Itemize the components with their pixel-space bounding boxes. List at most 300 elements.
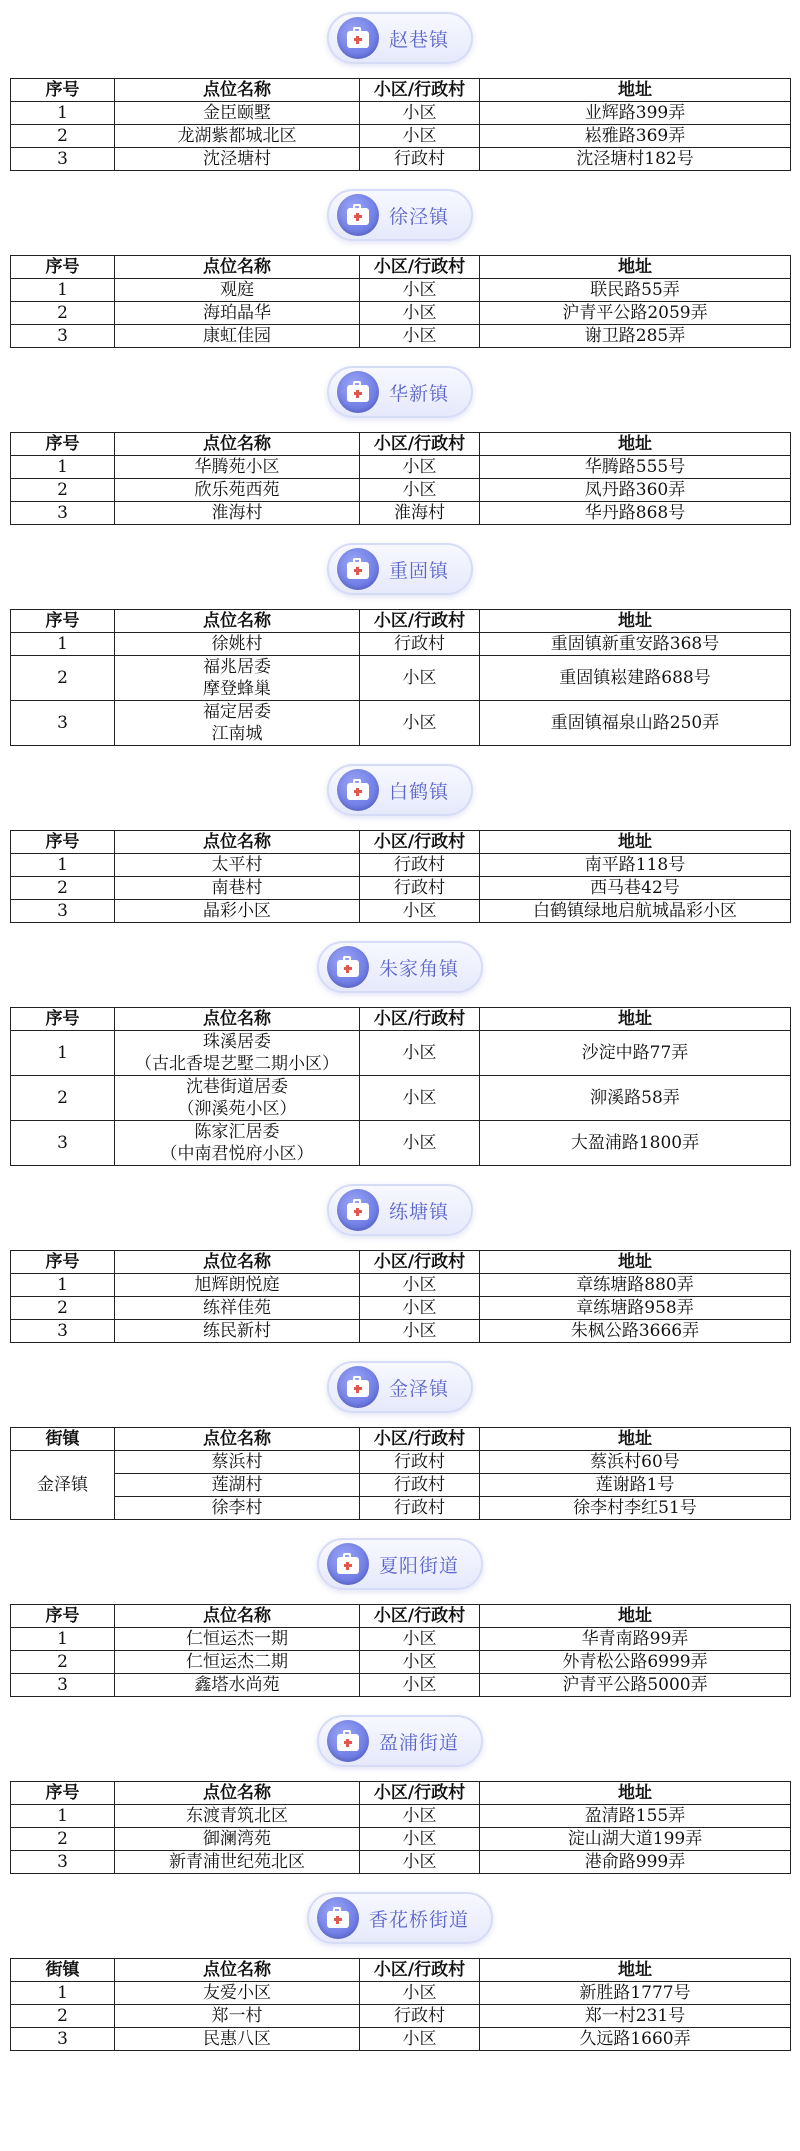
location-name-line: 南巷村	[211, 878, 263, 898]
table-row	[11, 877, 791, 900]
town-title: 香花桥街道	[368, 1908, 469, 1931]
town-section	[0, 541, 800, 762]
location-name-line: 淮海村	[211, 503, 263, 523]
section-gap	[0, 1874, 800, 1890]
location-name-line: 珠溪居委	[203, 1032, 271, 1052]
table-header-row	[11, 1782, 791, 1805]
town-badge	[327, 1361, 473, 1413]
column-header: 小区/行政村	[360, 831, 480, 854]
table-row	[11, 2005, 791, 2028]
column-header: 地址	[480, 831, 791, 854]
location-address: 华腾路555号	[480, 456, 791, 479]
location-name	[115, 1805, 360, 1828]
location-name-line: 沈泾塘村	[203, 149, 271, 169]
row-number: 1	[11, 102, 115, 125]
section-header	[0, 364, 800, 420]
location-address: 新胜路1777号	[480, 1982, 791, 2005]
row-number: 2	[11, 479, 115, 502]
table-row	[11, 1651, 791, 1674]
column-header: 地址	[480, 1428, 791, 1451]
location-name-line: 蔡浜村	[211, 1452, 263, 1472]
section-gap	[0, 1166, 800, 1182]
locations-table	[10, 78, 791, 171]
location-type: 小区	[360, 325, 480, 348]
town-badge	[317, 941, 483, 993]
medical-kit-icon	[337, 194, 379, 236]
row-number: 1	[11, 854, 115, 877]
location-type: 小区	[360, 656, 480, 701]
location-type: 行政村	[360, 148, 480, 171]
section-gap	[0, 923, 800, 939]
column-header: 地址	[480, 256, 791, 279]
locations-table	[10, 255, 791, 348]
location-address: 崧雅路369弄	[480, 125, 791, 148]
location-type: 小区	[360, 701, 480, 746]
medical-kit-icon	[337, 1189, 379, 1231]
location-name	[115, 148, 360, 171]
row-number: 3	[11, 1121, 115, 1166]
row-number: 3	[11, 1851, 115, 1874]
location-address: 沪青平公路5000弄	[480, 1674, 791, 1697]
location-address: 谢卫路285弄	[480, 325, 791, 348]
town-badge	[327, 366, 473, 418]
location-name	[115, 900, 360, 923]
location-type: 小区	[360, 125, 480, 148]
location-type: 小区	[360, 2028, 480, 2051]
medical-kit-icon	[327, 946, 369, 988]
location-name	[115, 1031, 360, 1076]
section-gap	[0, 1697, 800, 1713]
row-number: 2	[11, 656, 115, 701]
location-address: 联民路55弄	[480, 279, 791, 302]
section-header	[0, 1536, 800, 1592]
location-name-line: 沈巷街道居委	[186, 1077, 288, 1097]
locations-table	[10, 1604, 791, 1697]
column-header: 点位名称	[115, 1251, 360, 1274]
location-address: 大盈浦路1800弄	[480, 1121, 791, 1166]
town-title: 徐泾镇	[388, 205, 449, 228]
location-name-line: 徐李村	[211, 1498, 263, 1518]
table-row	[11, 1076, 791, 1121]
location-type: 小区	[360, 1628, 480, 1651]
location-type: 淮海村	[360, 502, 480, 525]
section-header	[0, 10, 800, 66]
location-name-line: 鑫塔水尚苑	[194, 1675, 280, 1695]
location-type: 小区	[360, 1805, 480, 1828]
table-row	[11, 1674, 791, 1697]
medical-kit-icon	[337, 371, 379, 413]
location-address: 盈清路155弄	[480, 1805, 791, 1828]
table-row	[11, 1982, 791, 2005]
row-number: 1	[11, 633, 115, 656]
location-type: 小区	[360, 1651, 480, 1674]
location-name-line: 练民新村	[203, 1321, 271, 1341]
location-name-line: 郑一村	[211, 2006, 263, 2026]
section-header	[0, 762, 800, 818]
location-address: 华丹路868号	[480, 502, 791, 525]
row-number: 1	[11, 1274, 115, 1297]
location-address: 白鹤镇绿地启航城晶彩小区	[480, 900, 791, 923]
location-type: 小区	[360, 1076, 480, 1121]
column-header: 小区/行政村	[360, 79, 480, 102]
table-row	[11, 1851, 791, 1874]
location-name	[115, 1651, 360, 1674]
column-header: 街镇	[11, 1959, 115, 1982]
location-name-line: 华腾苑小区	[194, 457, 280, 477]
column-header: 地址	[480, 1959, 791, 1982]
column-header: 点位名称	[115, 1008, 360, 1031]
town-section	[0, 1713, 800, 1890]
location-name-line: 友爱小区	[203, 1983, 271, 2003]
column-header: 点位名称	[115, 1782, 360, 1805]
location-type: 小区	[360, 479, 480, 502]
town-badge	[327, 189, 473, 241]
table-row	[11, 1031, 791, 1076]
section-header	[0, 541, 800, 597]
location-address: 泖溪路58弄	[480, 1076, 791, 1121]
table-row	[11, 302, 791, 325]
town-badge	[317, 1538, 483, 1590]
table-row	[11, 279, 791, 302]
location-address: 凤丹路360弄	[480, 479, 791, 502]
row-number: 3	[11, 2028, 115, 2051]
table-header-row	[11, 1251, 791, 1274]
medical-kit-icon	[327, 1720, 369, 1762]
column-header: 小区/行政村	[360, 1428, 480, 1451]
column-header: 小区/行政村	[360, 1605, 480, 1628]
table-header-row	[11, 1605, 791, 1628]
location-name	[115, 1674, 360, 1697]
column-header: 小区/行政村	[360, 610, 480, 633]
location-name	[115, 1451, 360, 1474]
medical-kit-icon	[337, 548, 379, 590]
location-name	[115, 877, 360, 900]
table-header-row	[11, 610, 791, 633]
table-row	[11, 1497, 791, 1520]
locations-table	[10, 1958, 791, 2051]
column-header: 地址	[480, 1605, 791, 1628]
row-number: 3	[11, 502, 115, 525]
town-title: 赵巷镇	[388, 28, 449, 51]
location-name-line: 仁恒运杰二期	[186, 1652, 288, 1672]
location-name-line: 晶彩小区	[203, 901, 271, 921]
location-name-line: 福定居委	[203, 702, 271, 722]
location-name	[115, 633, 360, 656]
location-address: 南平路118号	[480, 854, 791, 877]
town-cell: 金泽镇	[11, 1451, 115, 1520]
row-number: 1	[11, 1805, 115, 1828]
table-row	[11, 502, 791, 525]
town-badge	[327, 764, 473, 816]
section-gap	[0, 1343, 800, 1359]
column-header: 小区/行政村	[360, 433, 480, 456]
row-number: 2	[11, 877, 115, 900]
location-address: 沙淀中路77弄	[480, 1031, 791, 1076]
location-address: 淀山湖大道199弄	[480, 1828, 791, 1851]
table-header-row	[11, 433, 791, 456]
row-number: 2	[11, 1828, 115, 1851]
location-type: 小区	[360, 1851, 480, 1874]
location-name-line: 太平村	[211, 855, 263, 875]
location-type: 行政村	[360, 1497, 480, 1520]
table-row	[11, 656, 791, 701]
location-name-line: 摩登蜂巢	[203, 679, 271, 699]
section-header	[0, 1890, 800, 1946]
column-header: 点位名称	[115, 1959, 360, 1982]
town-section	[0, 187, 800, 364]
town-section	[0, 762, 800, 939]
location-name	[115, 102, 360, 125]
column-header: 点位名称	[115, 831, 360, 854]
table-row	[11, 2028, 791, 2051]
location-address: 西马巷42号	[480, 877, 791, 900]
row-number: 1	[11, 456, 115, 479]
row-number: 2	[11, 302, 115, 325]
column-header: 街镇	[11, 1428, 115, 1451]
location-address: 重固镇崧建路688号	[480, 656, 791, 701]
location-name	[115, 1474, 360, 1497]
location-type: 小区	[360, 102, 480, 125]
town-section	[0, 1182, 800, 1359]
column-header: 序号	[11, 256, 115, 279]
column-header: 小区/行政村	[360, 1251, 480, 1274]
location-address: 重固镇新重安路368号	[480, 633, 791, 656]
section-gap	[0, 746, 800, 762]
column-header: 小区/行政村	[360, 256, 480, 279]
location-address: 沈泾塘村182号	[480, 148, 791, 171]
location-name	[115, 2005, 360, 2028]
town-section	[0, 1536, 800, 1713]
medical-kit-icon	[317, 1897, 359, 1939]
row-number: 2	[11, 125, 115, 148]
town-badge	[317, 1715, 483, 1767]
town-title: 金泽镇	[388, 1377, 449, 1400]
column-header: 序号	[11, 1251, 115, 1274]
location-type: 小区	[360, 1320, 480, 1343]
town-badge	[327, 1184, 473, 1236]
column-header: 点位名称	[115, 1428, 360, 1451]
location-type: 行政村	[360, 854, 480, 877]
location-name	[115, 125, 360, 148]
column-header: 小区/行政村	[360, 1782, 480, 1805]
column-header: 点位名称	[115, 610, 360, 633]
location-address: 郑一村231号	[480, 2005, 791, 2028]
location-name	[115, 1121, 360, 1166]
location-name-line: 御澜湾苑	[203, 1829, 271, 1849]
table-row	[11, 1474, 791, 1497]
town-badge	[307, 1892, 493, 1944]
location-type: 小区	[360, 1297, 480, 1320]
location-name-line: 金臣颐墅	[203, 103, 271, 123]
town-title: 夏阳街道	[378, 1554, 459, 1577]
column-header: 序号	[11, 831, 115, 854]
row-number: 1	[11, 1031, 115, 1076]
table-header-row	[11, 1428, 791, 1451]
column-header: 序号	[11, 1605, 115, 1628]
medical-kit-icon	[327, 1543, 369, 1585]
table-row	[11, 900, 791, 923]
location-name	[115, 656, 360, 701]
column-header: 地址	[480, 1782, 791, 1805]
table-header-row	[11, 79, 791, 102]
column-header: 点位名称	[115, 433, 360, 456]
row-number: 2	[11, 2005, 115, 2028]
location-address: 徐李村李红51号	[480, 1497, 791, 1520]
location-name	[115, 2028, 360, 2051]
table-row	[11, 1320, 791, 1343]
section-header	[0, 187, 800, 243]
location-name-line: 莲湖村	[211, 1475, 263, 1495]
location-name	[115, 1297, 360, 1320]
section-header	[0, 1359, 800, 1415]
section-gap	[0, 1520, 800, 1536]
location-type: 小区	[360, 1674, 480, 1697]
column-header: 点位名称	[115, 79, 360, 102]
column-header: 序号	[11, 433, 115, 456]
location-name	[115, 1274, 360, 1297]
location-address: 莲谢路1号	[480, 1474, 791, 1497]
town-title: 白鹤镇	[388, 780, 449, 803]
location-type: 小区	[360, 302, 480, 325]
town-title: 重固镇	[388, 559, 449, 582]
location-type: 小区	[360, 1828, 480, 1851]
location-name	[115, 1076, 360, 1121]
town-section	[0, 1359, 800, 1536]
town-badge	[327, 543, 473, 595]
section-gap	[0, 348, 800, 364]
location-type: 行政村	[360, 633, 480, 656]
location-name-line: （中南君悦府小区）	[160, 1144, 314, 1164]
table-header-row	[11, 1008, 791, 1031]
medical-kit-icon	[337, 17, 379, 59]
column-header: 序号	[11, 1008, 115, 1031]
location-type: 小区	[360, 1121, 480, 1166]
location-name-line: 新青浦世纪苑北区	[169, 1852, 305, 1872]
location-type: 行政村	[360, 2005, 480, 2028]
row-number: 3	[11, 900, 115, 923]
location-name-line: 练祥佳苑	[203, 1298, 271, 1318]
section-header	[0, 1182, 800, 1238]
row-number: 3	[11, 148, 115, 171]
table-row	[11, 479, 791, 502]
row-number: 3	[11, 1320, 115, 1343]
location-name	[115, 456, 360, 479]
row-number: 2	[11, 1297, 115, 1320]
table-row	[11, 1274, 791, 1297]
column-header: 序号	[11, 79, 115, 102]
column-header: 地址	[480, 79, 791, 102]
location-name	[115, 502, 360, 525]
location-name-line: 康虹佳园	[203, 326, 271, 346]
column-header: 序号	[11, 610, 115, 633]
medical-kit-icon	[337, 1366, 379, 1408]
location-address: 沪青平公路2059弄	[480, 302, 791, 325]
row-number: 2	[11, 1651, 115, 1674]
section-header	[0, 939, 800, 995]
location-type: 小区	[360, 1982, 480, 2005]
town-title: 练塘镇	[388, 1200, 449, 1223]
table-row	[11, 633, 791, 656]
table-row	[11, 1121, 791, 1166]
location-name	[115, 1320, 360, 1343]
location-address: 朱枫公路3666弄	[480, 1320, 791, 1343]
location-name	[115, 1497, 360, 1520]
row-number: 3	[11, 701, 115, 746]
location-address: 业辉路399弄	[480, 102, 791, 125]
location-name-line: 观庭	[220, 280, 254, 300]
column-header: 地址	[480, 1251, 791, 1274]
location-type: 小区	[360, 1274, 480, 1297]
location-name	[115, 325, 360, 348]
section-gap	[0, 2051, 800, 2067]
location-address: 久远路1660弄	[480, 2028, 791, 2051]
location-address: 章练塘路880弄	[480, 1274, 791, 1297]
location-name-line: 江南城	[211, 724, 263, 744]
location-name-line: 徐姚村	[211, 634, 263, 654]
location-address: 华青南路99弄	[480, 1628, 791, 1651]
column-header: 地址	[480, 433, 791, 456]
table-row	[11, 125, 791, 148]
town-section	[0, 10, 800, 187]
town-title: 华新镇	[388, 382, 449, 405]
town-title: 朱家角镇	[378, 957, 459, 980]
locations-table	[10, 1250, 791, 1343]
location-name-line: 民惠八区	[203, 2029, 271, 2049]
table-row	[11, 1805, 791, 1828]
table-row	[11, 1297, 791, 1320]
location-name	[115, 1828, 360, 1851]
town-section	[0, 1890, 800, 2067]
locations-table	[10, 830, 791, 923]
location-name-line: 陈家汇居委	[194, 1122, 280, 1142]
table-row	[11, 854, 791, 877]
table-header-row	[11, 1959, 791, 1982]
section-gap	[0, 171, 800, 187]
table-header-row	[11, 256, 791, 279]
location-name-line: 福兆居委	[203, 657, 271, 677]
town-section	[0, 364, 800, 541]
locations-table	[10, 1781, 791, 1874]
row-number: 1	[11, 1982, 115, 2005]
table-row	[11, 325, 791, 348]
column-header: 地址	[480, 610, 791, 633]
location-name	[115, 701, 360, 746]
table-row	[11, 1628, 791, 1651]
location-name-line: 龙湖紫都城北区	[177, 126, 297, 146]
location-name	[115, 1851, 360, 1874]
location-name	[115, 479, 360, 502]
location-name-line: 东渡青筑北区	[186, 1806, 288, 1826]
location-address: 港俞路999弄	[480, 1851, 791, 1874]
location-type: 小区	[360, 900, 480, 923]
location-address: 蔡浜村60号	[480, 1451, 791, 1474]
row-number: 1	[11, 1628, 115, 1651]
table-row	[11, 1828, 791, 1851]
column-header: 点位名称	[115, 1605, 360, 1628]
town-title: 盈浦街道	[378, 1731, 459, 1754]
location-name	[115, 854, 360, 877]
location-name-line: 旭辉朗悦庭	[194, 1275, 280, 1295]
location-name	[115, 279, 360, 302]
location-name-line: 仁恒运杰一期	[186, 1629, 288, 1649]
location-type: 行政村	[360, 877, 480, 900]
location-name-line: 海珀晶华	[203, 303, 271, 323]
column-header: 点位名称	[115, 256, 360, 279]
location-name	[115, 302, 360, 325]
location-name-line: （古北香堤艺墅二期小区）	[135, 1054, 339, 1074]
town-section	[0, 939, 800, 1182]
row-number: 3	[11, 1674, 115, 1697]
